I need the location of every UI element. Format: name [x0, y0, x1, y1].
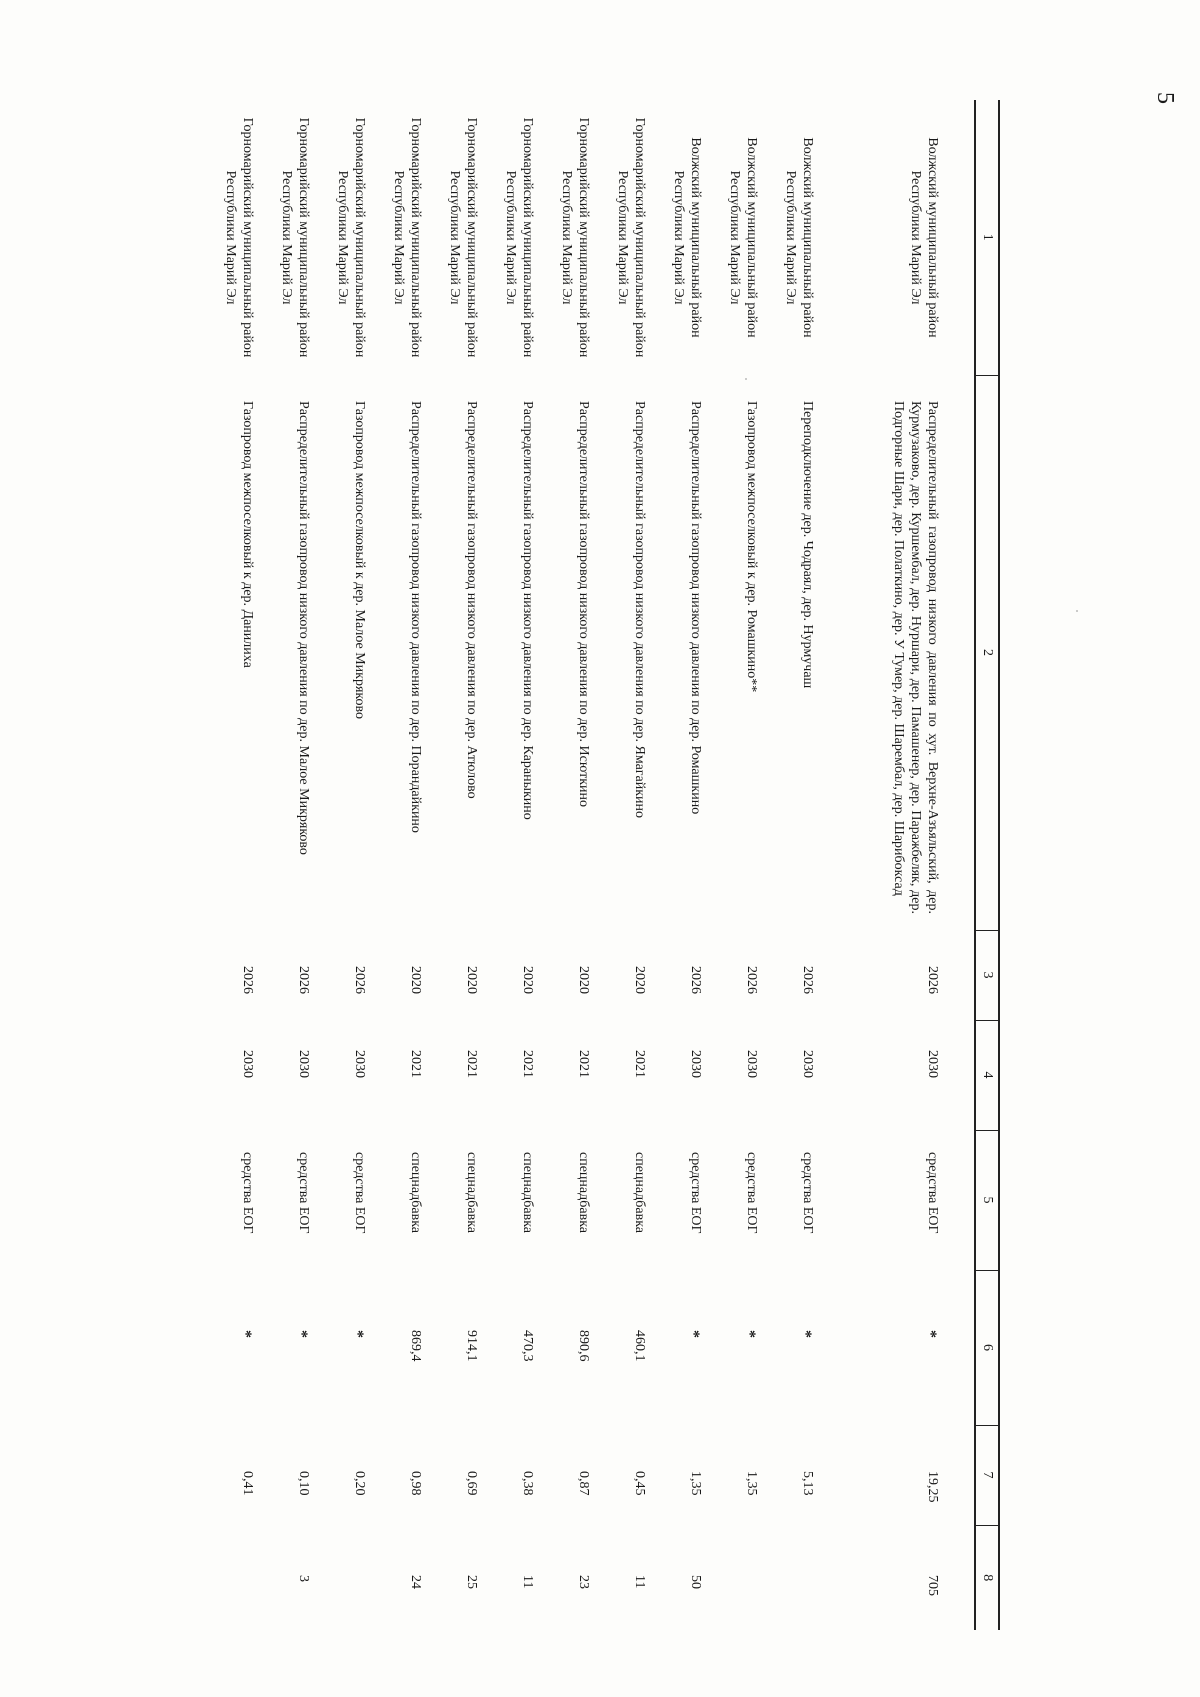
funding-source-cell: средства ЕОГ: [352, 1152, 367, 1234]
cost-cell: 460,1: [632, 1330, 647, 1362]
households-cell: 25: [464, 1575, 479, 1589]
households-cell: [713, 1525, 769, 1630]
rotated-table-sheet: [200, 100, 1000, 1630]
object-cell: [377, 375, 433, 930]
length-cell: 0,98: [408, 1471, 423, 1496]
col-header: 4: [975, 1020, 999, 1130]
length-cell: 0,87: [576, 1471, 591, 1496]
cost-cell: *: [349, 1330, 366, 1338]
funding-source-cell: средства ЕОГ: [800, 1152, 815, 1234]
households-cell: 3: [296, 1575, 311, 1582]
object-text: Распределительный газопровод низкого давления по дер. Малое Микряково: [296, 401, 311, 855]
cost-cell: 869,4: [408, 1330, 423, 1362]
length-cell: 0,38: [520, 1471, 535, 1496]
gasification-table: [209, 100, 1000, 1630]
district-cell: Волжский муниципальный район Республики Марий Эл: [671, 137, 703, 338]
start-year-cell: 2026: [688, 966, 703, 994]
start-year-cell: 2026: [744, 966, 759, 994]
funding-source-cell: средства ЕОГ: [688, 1152, 703, 1234]
cost-cell: 914,1: [464, 1330, 479, 1362]
object-cell: [321, 375, 377, 930]
start-year-cell: 2020: [464, 966, 479, 994]
start-year-cell: 2020: [632, 966, 647, 994]
table-row: [601, 100, 657, 1630]
table-row: [545, 100, 601, 1630]
end-year-cell: 2030: [688, 1050, 703, 1078]
funding-source-cell: спецнадбавка: [408, 1152, 423, 1233]
length-cell: 5,13: [800, 1471, 815, 1496]
district-cell: Горномарийский муниципальный район Республики Марий Эл: [559, 117, 591, 358]
table-row: [713, 100, 769, 1630]
end-year-cell: 2021: [520, 1050, 535, 1078]
scan-speck: [745, 378, 747, 380]
end-year-cell: 2021: [464, 1050, 479, 1078]
length-cell: 0,10: [296, 1471, 311, 1496]
district-cell: Волжский муниципальный район Республики Марий Эл: [908, 137, 940, 338]
object-text: Распределительный газопровод низкого давления по дер. Караныкино: [520, 401, 535, 820]
households-cell: 23: [576, 1575, 591, 1589]
cost-cell: *: [685, 1330, 702, 1338]
object-text: Распределительный газопровод низкого давления по дер. Атюлово: [464, 401, 479, 799]
district-cell: Горномарийский муниципальный район Республики Марий Эл: [223, 117, 255, 358]
funding-source-cell: спецнадбавка: [576, 1152, 591, 1233]
cost-cell: *: [293, 1330, 310, 1338]
length-cell: 0,45: [632, 1471, 647, 1496]
object-cell: [489, 375, 545, 930]
households-cell: 11: [632, 1575, 647, 1589]
households-cell: 24: [408, 1575, 423, 1589]
funding-source-cell: спецнадбавка: [464, 1152, 479, 1233]
scan-speck: [1076, 610, 1078, 612]
object-cell: [601, 375, 657, 930]
households-cell: 705: [925, 1575, 940, 1596]
column-number-row: [975, 100, 999, 1630]
object-text: Распределительный газопровод низкого давления по дер. Исюткино: [576, 401, 591, 807]
households-cell: 50: [688, 1575, 703, 1589]
district-cell: Горномарийский муниципальный район Республики Марий Эл: [503, 117, 535, 358]
start-year-cell: 2026: [296, 966, 311, 994]
cost-cell: *: [797, 1330, 814, 1338]
table-row: [321, 100, 377, 1630]
object-cell: [825, 375, 975, 930]
end-year-cell: 2030: [296, 1050, 311, 1078]
funding-source-cell: средства ЕОГ: [744, 1152, 759, 1234]
funding-source-cell: спецнадбавка: [632, 1152, 647, 1233]
object-cell: [657, 375, 713, 930]
end-year-cell: 2030: [744, 1050, 759, 1078]
district-cell: Горномарийский муниципальный район Республики Марий Эл: [615, 117, 647, 358]
col-header: 8: [975, 1525, 999, 1630]
district-cell: Горномарийский муниципальный район Республики Марий Эл: [447, 117, 479, 358]
object-text: Газопровод межпоселковый к дер. Малое Микряково: [352, 401, 367, 719]
table-row: [265, 100, 321, 1630]
object-text: Газопровод межпоселковый к дер. Данилиха: [240, 401, 255, 668]
length-cell: 1,35: [744, 1471, 759, 1496]
start-year-cell: 2026: [800, 966, 815, 994]
col-header: 1: [975, 100, 999, 375]
table-row: [657, 100, 713, 1630]
table-row: [825, 100, 975, 1630]
end-year-cell: 2021: [632, 1050, 647, 1078]
table-row: [377, 100, 433, 1630]
table-row: [209, 100, 265, 1630]
table-row: [489, 100, 545, 1630]
table-row: [769, 100, 825, 1630]
object-cell: [713, 375, 769, 930]
object-text: Распределительный газопровод низкого давления по дер. Порандайкино: [408, 401, 423, 833]
object-text: Газопровод межпоселковый к дер. Ромашкино**: [744, 401, 759, 693]
cost-cell: 890,6: [576, 1330, 591, 1362]
cost-cell: *: [741, 1330, 758, 1338]
end-year-cell: 2021: [576, 1050, 591, 1078]
col-header: 6: [975, 1270, 999, 1425]
cost-cell: 470,3: [520, 1330, 535, 1362]
start-year-cell: 2020: [520, 966, 535, 994]
households-cell: [321, 1525, 377, 1630]
district-cell: Горномарийский муниципальный район Республики Марий Эл: [391, 117, 423, 358]
col-header: 7: [975, 1425, 999, 1525]
page-number: 5: [1152, 92, 1178, 104]
object-cell: [209, 375, 265, 930]
length-cell: 1,35: [688, 1471, 703, 1496]
end-year-cell: 2021: [408, 1050, 423, 1078]
object-text: Распределительный газопровод низкого давления по дер. Ромашкино: [688, 401, 703, 815]
col-header: 2: [975, 375, 999, 930]
funding-source-cell: средства ЕОГ: [925, 1152, 940, 1234]
object-text: Переподключение дер. Чодраял, дер. Нурмучаш: [800, 401, 815, 689]
start-year-cell: 2020: [576, 966, 591, 994]
col-header: 5: [975, 1130, 999, 1270]
col-header: 3: [975, 930, 999, 1020]
households-cell: [769, 1525, 825, 1630]
cost-cell: *: [237, 1330, 254, 1338]
end-year-cell: 2030: [240, 1050, 255, 1078]
households-cell: 11: [520, 1575, 535, 1589]
end-year-cell: 2030: [925, 1050, 940, 1078]
start-year-cell: 2020: [408, 966, 423, 994]
length-cell: 19,25: [925, 1471, 940, 1503]
object-cell: [265, 375, 321, 930]
start-year-cell: 2026: [925, 966, 940, 994]
length-cell: 0,41: [240, 1471, 255, 1496]
table-row: [433, 100, 489, 1630]
start-year-cell: 2026: [352, 966, 367, 994]
object-text: Распределительный газопровод низкого давления по хут. Верхне-Азъяльский, дер. Курмузаково, дер. Куршембал, дер. Нуршари, дер. Памашенер, дер. Паражбеляк, дер. Подгорные Шари, дер. Полаткино, дер. У Тумер, дер. Шарембал, дер. Шарибоксад: [891, 401, 940, 914]
object-text: Распределительный газопровод низкого давления по дер. Ямагайкино: [632, 401, 647, 819]
funding-source-cell: средства ЕОГ: [296, 1152, 311, 1234]
object-cell: [769, 375, 825, 930]
district-cell: Волжский муниципальный район Республики Марий Эл: [783, 137, 815, 338]
district-cell: Волжский муниципальный район Республики Марий Эл: [727, 137, 759, 338]
start-year-cell: 2026: [240, 966, 255, 994]
funding-source-cell: средства ЕОГ: [240, 1152, 255, 1234]
object-cell: [545, 375, 601, 930]
object-cell: [433, 375, 489, 930]
length-cell: 0,20: [352, 1471, 367, 1496]
households-cell: [209, 1525, 265, 1630]
district-cell: Горномарийский муниципальный район Республики Марий Эл: [279, 117, 311, 358]
length-cell: 0,69: [464, 1471, 479, 1496]
district-cell: Горномарийский муниципальный район Республики Марий Эл: [335, 117, 367, 358]
cost-cell: *: [922, 1330, 939, 1338]
end-year-cell: 2030: [800, 1050, 815, 1078]
funding-source-cell: спецнадбавка: [520, 1152, 535, 1233]
end-year-cell: 2030: [352, 1050, 367, 1078]
